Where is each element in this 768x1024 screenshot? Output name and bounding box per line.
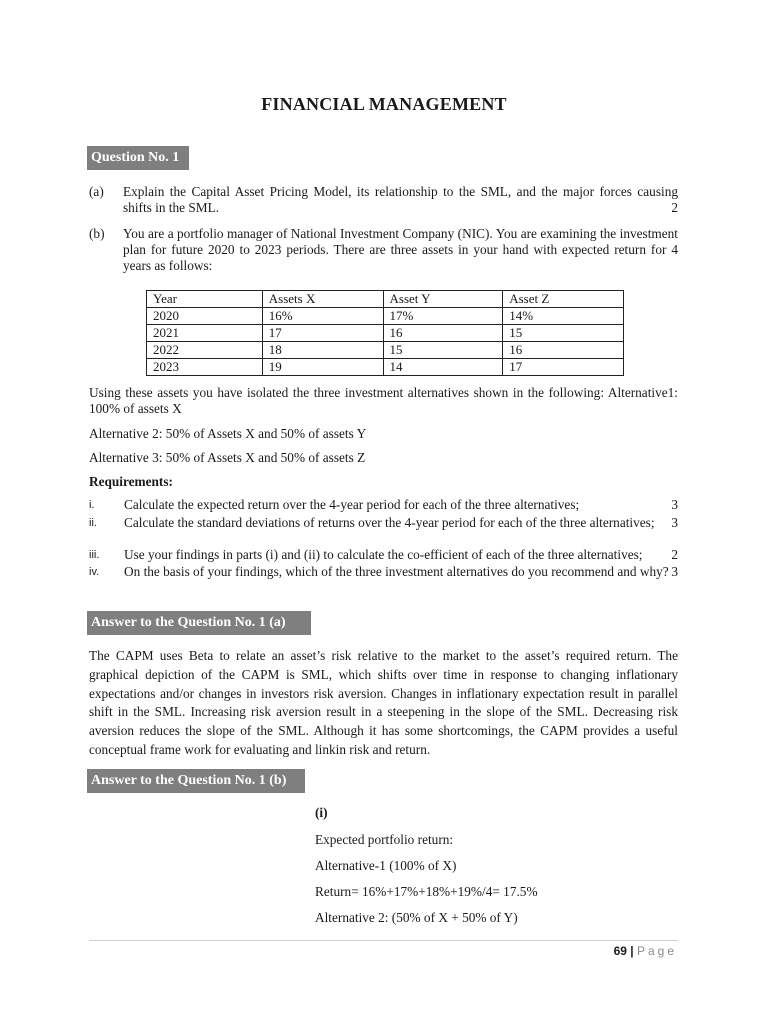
page-word: Page: [636, 944, 677, 958]
alternatives-intro: Using these assets you have isolated the three investment alternatives shown in the following: Alternative1: 100% of assets X: [89, 385, 678, 416]
requirement-body: Use your findings in parts (i) and (ii) to calculate the co-efficient of each of the three alternatives;: [124, 547, 643, 562]
table-cell: 2021: [147, 325, 263, 342]
table-cell: 16%: [262, 308, 383, 325]
question-b-text: You are a portfolio manager of National Investment Company (NIC). You are examining the investment plan for future 2020 to 2023 periods. There are three assets in your hand with expected return for 4 years as follows:: [123, 226, 678, 273]
table-cell: 2023: [147, 359, 263, 376]
solution-alternative-2: Alternative 2: (50% of X + 50% of Y): [315, 910, 518, 925]
question-b: [89, 226, 678, 274]
table-cell: 2022: [147, 342, 263, 359]
alternative-2-text: Alternative 2: 50% of Assets X and 50% of assets Y: [89, 426, 367, 441]
answer-a-heading-bar: Answer to the Question No. 1 (a): [87, 611, 311, 635]
requirement-marks: 3: [671, 497, 678, 512]
requirement-body: Calculate the standard deviations of returns over the 4-year period for each of the three alternatives;: [124, 515, 655, 530]
question-a: [89, 184, 678, 216]
page-number: 69: [613, 944, 627, 958]
table-row: [147, 342, 624, 359]
question-a-marks: 2: [671, 200, 678, 215]
alternative-3-text: Alternative 3: 50% of Assets X and 50% of assets Z: [89, 450, 366, 465]
table-cell: 17%: [383, 308, 503, 325]
answer-b-heading-bar: Answer to the Question No. 1 (b): [87, 769, 305, 793]
page-title: FINANCIAL MANAGEMENT: [261, 94, 507, 114]
requirement-marks: 3: [671, 515, 678, 530]
table-header-cell: Asset Z: [503, 291, 624, 308]
question-a-body: Explain the Capital Asset Pricing Model, its relationship to the SML, and the major forces causing shifts in the SML.: [123, 184, 678, 215]
question-heading-bar: Question No. 1: [87, 146, 189, 170]
table-header-row: [147, 291, 624, 308]
table-header-cell: Asset Y: [383, 291, 503, 308]
page-footer: [614, 944, 677, 958]
requirement-label: iv.: [89, 566, 100, 578]
answer-a-paragraph: The CAPM uses Beta to relate an asset’s risk relative to the market to the asset’s required return. The graphical depiction of the CAPM is SML, which shifts over time in response to changing inflationary expectations and/or changes in investors risk aversion. Changes in inflationary expectation result in parallel shift in the SML. Increasing risk aversion result in a steepening in the slope of the SML. Decreasing risk aversion reduces the slope of the SML. Although it has some shortcomings, the CAPM provides a useful conceptual frame work for evaluating and linkin risk and return.: [89, 648, 678, 757]
table-cell: 14: [383, 359, 503, 376]
requirement-body: Calculate the expected return over the 4-year period for each of the three alternatives;: [124, 497, 580, 512]
footer-divider: [89, 940, 678, 941]
requirement-marks: 2: [671, 547, 678, 562]
requirement-label: i.: [89, 499, 95, 511]
table-cell: 16: [503, 342, 624, 359]
requirement-text: [124, 515, 678, 531]
requirement-item: [89, 515, 678, 531]
table-cell: 16: [383, 325, 503, 342]
table-row: [147, 308, 624, 325]
requirement-item: [89, 564, 678, 580]
table-row: [147, 359, 624, 376]
solution-alternative-1: Alternative-1 (100% of X): [315, 858, 457, 873]
requirement-item: [89, 497, 678, 513]
table-cell: 15: [383, 342, 503, 359]
solution-return-calculation: Return= 16%+17%+18%+19%/4= 17.5%: [315, 884, 538, 899]
question-b-label: (b): [89, 226, 105, 241]
asset-returns-table: [146, 290, 624, 376]
requirement-item: [89, 547, 678, 563]
table-cell: 15: [503, 325, 624, 342]
table-cell: 19: [262, 359, 383, 376]
solution-part-label: (i): [315, 805, 328, 820]
table-cell: 2020: [147, 308, 263, 325]
table-header-cell: Assets X: [262, 291, 383, 308]
solution-heading: Expected portfolio return:: [315, 832, 454, 847]
question-a-text: [123, 184, 678, 216]
table-header-cell: Year: [147, 291, 263, 308]
table-row: [147, 325, 624, 342]
footer-separator: |: [630, 944, 634, 958]
requirement-label: ii.: [89, 517, 97, 529]
requirement-text: [124, 497, 678, 513]
requirement-label: iii.: [89, 549, 100, 561]
table-cell: 17: [503, 359, 624, 376]
requirement-body: On the basis of your findings, which of the three investment alternatives do you recommend and why?: [124, 564, 669, 579]
table-cell: 18: [262, 342, 383, 359]
requirement-text: [124, 547, 678, 563]
question-a-label: (a): [89, 184, 104, 199]
table-cell: 14%: [503, 308, 624, 325]
requirement-text: [124, 564, 678, 580]
requirement-marks: 3: [671, 564, 678, 579]
requirements-heading: Requirements:: [89, 474, 173, 489]
table-cell: 17: [262, 325, 383, 342]
